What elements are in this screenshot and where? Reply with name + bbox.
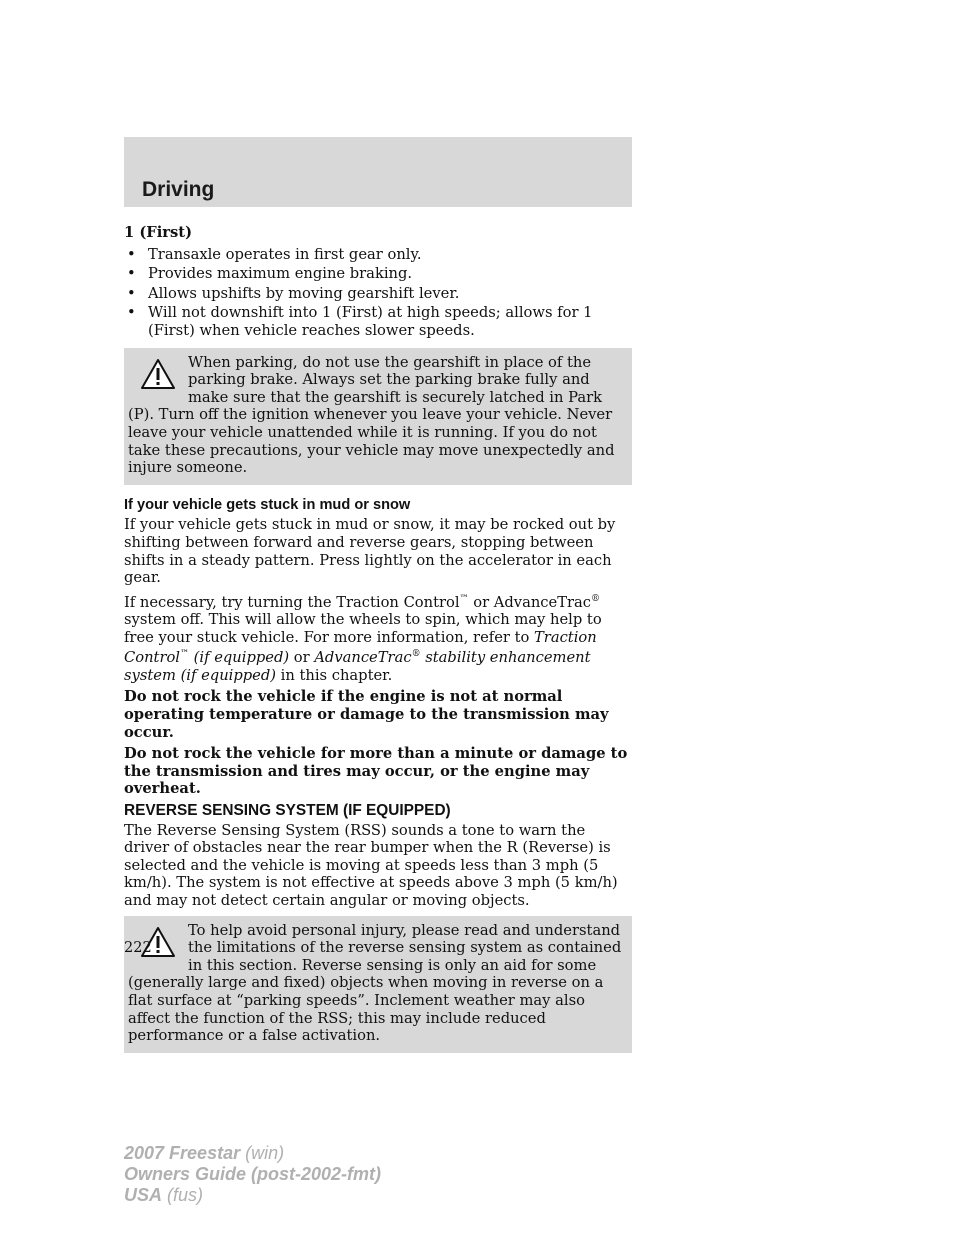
rss-heading: REVERSE SENSING SYSTEM (IF EQUIPPED)	[124, 802, 451, 819]
rss-paragraph: The Reverse Sensing System (RSS) sounds a tone to warn the driver of obstacles near the rear bumper when the R (Reverse) is selected and the vehicle is moving at speeds less than 3 mph (5 km/h). The system is not effective at speeds above 3 mph (5 km/h) and may not detect certain angular or moving objects.	[124, 821, 618, 909]
rock-warning-2: Do not rock the vehicle for more than a minute or damage to the transmission and tires may occur, or the engine may overheat.	[124, 745, 628, 798]
footer-line-1: 2007 Freestar (win)	[124, 1143, 285, 1163]
traction-paragraph: If necessary, try turning the Traction Control™ or AdvanceTrac® system off. This will allow the wheels to spin, which may help to free your stuck vehicle. For more information, refer to Traction Control™ (if equipped) or AdvanceTrac® stability enhancement system (if equipped) in this chapter.	[124, 593, 602, 684]
parking-warning-text: When parking, do not use the gearshift in place of the parking brake. Always set the parking brake fully and make sure that the gearshift is securely latched in Park (P). Turn off the ignition whenever you leave your vehicle. Never leave your vehicle unattended while it is running. If you do not take these precautions, your vehicle may move unexpectedly and injure someone.	[128, 353, 615, 477]
list-item: • Transaxle operates in first gear only.	[127, 245, 422, 263]
traction-control-reference: Traction Control™ (if equipped)	[124, 628, 597, 667]
list-item: • Will not downshift into 1 (First) at high speeds; allows for 1 (First) when vehicle reaches slower speeds.	[127, 304, 593, 339]
stuck-paragraph: If your vehicle gets stuck in mud or snow, it may be rocked out by shifting between forward and reverse gears, stopping between shifts in a steady pattern. Press lightly on the accelerator in each gear.	[124, 516, 616, 587]
parking-warning-box	[124, 348, 632, 485]
page-number: 222	[124, 940, 152, 956]
rss-warning-text: To help avoid personal injury, please read and understand the limitations of the reverse sensing system as contained in this section. Reverse sensing is only an aid for some (generally large and fixed) objects when moving in reverse on a flat surface at “parking speeds”. Inclement weather may also affect the function of the RSS; this may include reduced performance or a false activation.	[128, 921, 622, 1045]
document-footer	[124, 1143, 381, 1206]
list-item: • Allows upshifts by moving gearshift lever.	[127, 284, 460, 302]
first-gear-title: 1 (First)	[124, 224, 193, 241]
page-content	[124, 224, 632, 1065]
footer-line-2: Owners Guide (post-2002-fmt)	[124, 1164, 382, 1184]
section-header-bar	[124, 137, 632, 207]
rss-warning-box	[124, 916, 632, 1053]
list-item: • Provides maximum engine braking.	[127, 265, 413, 283]
stuck-heading: If your vehicle gets stuck in mud or snow	[124, 496, 411, 513]
section-title: Driving	[142, 178, 215, 201]
warning-triangle-icon	[140, 358, 176, 390]
footer-line-3: USA (fus)	[124, 1185, 204, 1205]
advancetrac-reference: AdvanceTrac® stability enhancement system (if equipped)	[124, 649, 591, 684]
rock-warning-1: Do not rock the vehicle if the engine is not at normal operating temperature or damage to the transmission may occur.	[124, 688, 609, 741]
first-gear-bullets	[124, 246, 632, 340]
